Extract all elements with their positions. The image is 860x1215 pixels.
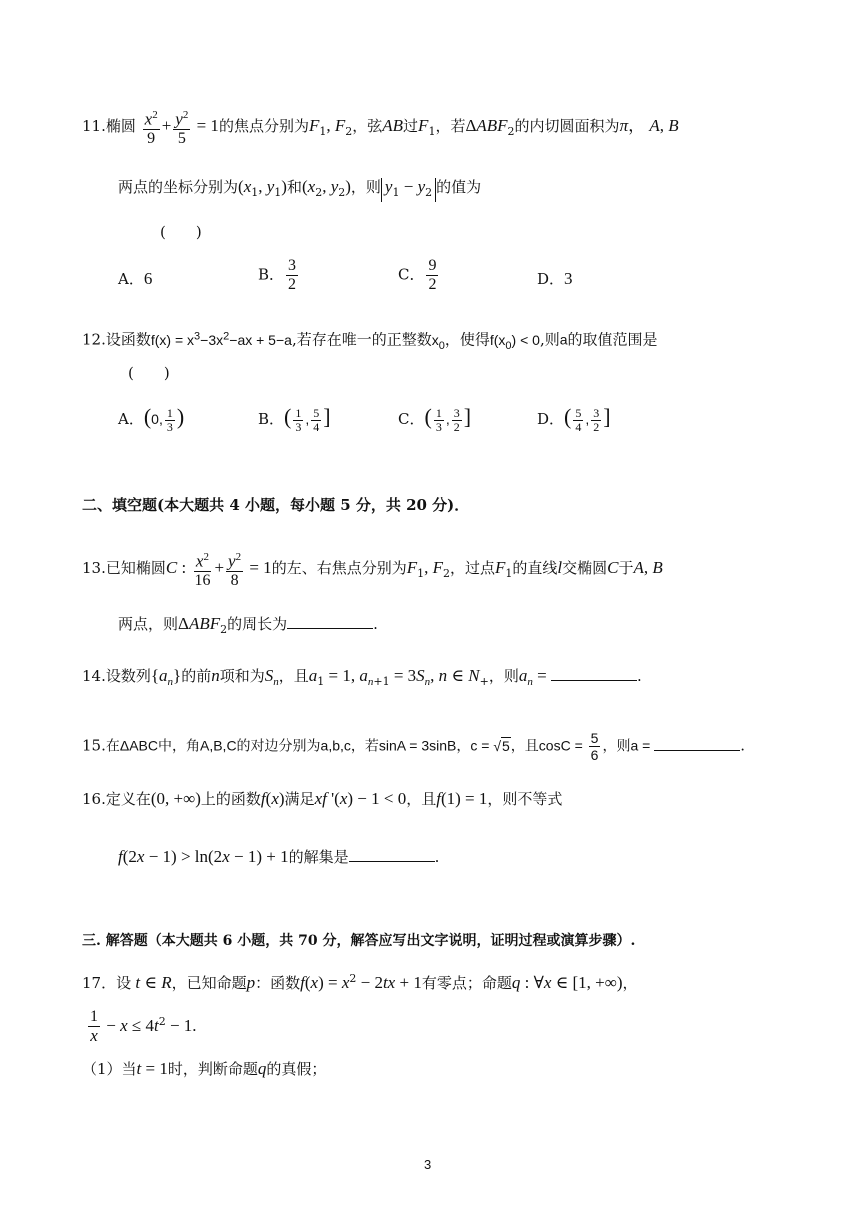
q12-text-4: ,则 [539, 330, 560, 349]
q13-text-3: ，过点 [449, 559, 495, 578]
q16-text-2: 上的函数 [200, 790, 261, 808]
q17-text-1: 设 [116, 974, 132, 992]
q16-line2: f(2x − 1) > ln(2x − 1) + 1的解集是 . [118, 847, 440, 866]
q16-text-6: 的解集是 [288, 848, 349, 866]
q12-option-a: A．(0, $\frac{1}{3}$ ) [118, 404, 185, 434]
q17-text-2: ，已知命题 [171, 974, 247, 992]
q11-line2: 两点的坐标分别为($x_1$, $y_1$)和($x_2$, $y_2$)，则 $y_1 - y_2$ 的值为 [118, 176, 481, 204]
q11-text-8: 和 [286, 178, 302, 196]
page-number: 3 [424, 1157, 432, 1172]
q16-line1: 16.定义在(0, +∞)上的函数f(x)满足xf '(x) − 1 < 0，且f(1) = 1，则不等式 [82, 789, 563, 808]
q17-sub1-text-1: （1）当 [82, 1060, 137, 1078]
q11-option-a [118, 268, 152, 290]
answer-blank[interactable] [654, 734, 740, 751]
q13-text-1: 已知椭圆 [105, 559, 166, 578]
option-label: A． [118, 410, 144, 428]
q17-line2: $\frac{1}{x}$ − $x \le 4t^2 - 1$. [90, 1008, 197, 1045]
q13-text-2: 的左、右焦点分别为 [271, 559, 407, 578]
sqrt-5: √5 [493, 737, 510, 754]
q11-text-9: ，则 [350, 178, 381, 196]
q15-text-3: ，则a = [602, 737, 655, 754]
answer-blank[interactable] [349, 845, 435, 862]
q13-line2: 两点，则$\Delta ABF_2$的周长为 . [118, 614, 378, 636]
q11-line1: 11.椭圆 $\frac{x^2}{9}$ + $\frac{y^2}{5}$ = 1的焦点分别为$F_1$, $F_2$，弦AB过$F_1$，若$\Delta ABF_2$的内切圆面积为π， A, B [82, 106, 679, 148]
q14-number: 14. [82, 667, 106, 685]
q12-text-1: 设函数 [105, 330, 151, 349]
q11-text-1: 椭圆 [105, 117, 136, 136]
q17-line1: 17．设 t ∈ R，已知命题p：函数$f(x) = x^2 - 2tx + 1$有零点；命题q : ∀x ∈ [1, +∞)， [82, 972, 638, 992]
q12-option-b: B．( $\frac{1}{3}$ , $\frac{5}{4}$ ] [258, 404, 331, 434]
option-label: D． [537, 410, 565, 428]
period: . [740, 736, 745, 755]
q12-option-c: C．( $\frac{1}{3}$ , $\frac{3}{2}$ ] [398, 404, 472, 434]
q12-paren: ( ) [128, 364, 170, 382]
q13-text-7: 两点，则 [118, 615, 179, 633]
ellipse-frac-y: $\frac{y^2}{5}$ [173, 106, 190, 148]
option-frac: $\frac{9}{2}$ [428, 257, 437, 293]
q11-option-d [537, 268, 573, 290]
q15-number: 15. [82, 736, 106, 755]
q11-text-3: ，弦 [352, 117, 383, 136]
option-label: A． [118, 270, 144, 288]
q16-text-3: 满足 [284, 790, 315, 808]
q11-option-b [258, 257, 300, 294]
period: . [434, 848, 440, 866]
q16-text-5: ，则不等式 [487, 790, 563, 808]
q11-text-10: 的值为 [436, 178, 482, 196]
q17-sub1-text-2: 时，判断命题 [167, 1060, 258, 1078]
q17-text-4: 有零点；命题 [421, 974, 512, 992]
period: . [636, 667, 642, 685]
answer-blank[interactable] [287, 612, 373, 629]
option-label: C． [398, 265, 425, 284]
q15-line [82, 730, 745, 763]
option-label: B． [258, 410, 285, 428]
frac-5-6: $\frac{5}{6}$ [590, 730, 599, 763]
q14-text-5: ，则 [488, 667, 519, 685]
q12-text-2: ,若存在唯一的正整数 [291, 330, 432, 349]
q13-text-4: 的直线 [512, 559, 558, 578]
q11-text-2: 的焦点分别为 [218, 117, 309, 136]
option-label: D． [537, 270, 565, 288]
ellipse-frac-x: $\frac{x^2}{9}$ [143, 106, 160, 148]
q17-sub1-text-3: 的真假； [266, 1060, 327, 1078]
q17-text-5: ， [622, 974, 638, 992]
q13-line1: 13.已知椭圆C : $\frac{x^2}{16}$ + $\frac{y^2}{8}$ = 1的左、右焦点分别为$F_1$, $F_2$，过点$F_1$的直线l交椭圆C于A, B [82, 548, 663, 590]
q11-paren: ( ) [160, 223, 202, 241]
q11-text-5: ，若 [435, 117, 466, 136]
option-value: 3 [564, 269, 573, 288]
q17-number: 17． [82, 974, 117, 992]
q14-line: 14.设数列$\{a_n\}$的前n项和为$S_n$，且$a_1 = 1$, $a_{n+1} = 3S_n$, n ∈ $N_+$，则$a_n$ = . [82, 666, 642, 688]
q15-text-1: 在ΔABC中，角A,B,C的对边分别为a,b,c，若sinA = 3sinB，c = [105, 737, 494, 754]
q12-text-5: 的取值范围是 [567, 330, 658, 349]
q12-text-3: ，使得 [444, 330, 490, 349]
q12-line1: 12.设函数$f(x) = x^3-3x^2-ax + 5-a$,若存在唯一的正整数$x_0$，使得$f(x_0) < 0$,则a的取值范围是 [82, 330, 658, 352]
q14-text-1: 设数列 [105, 667, 151, 685]
option-frac: $\frac{3}{2}$ [288, 257, 297, 293]
option-label: C． [398, 410, 425, 428]
section-3-heading: 三. 解答题（本大题共 6 小题，共 70 分，解答应写出文字说明，证明过程或演算步骤）. [82, 933, 636, 949]
q12-option-d: D．( $\frac{5}{4}$ , $\frac{3}{2}$ ] [537, 404, 611, 434]
q14-text-2: 的前 [181, 667, 212, 685]
option-value: 6 [143, 269, 153, 288]
option-label: B． [258, 265, 285, 284]
q13-text-5: 交椭圆 [562, 559, 608, 578]
q17-text-3: ：函数 [255, 974, 301, 992]
q13-text-8: 的周长为 [227, 615, 288, 633]
frac-1-x: $\frac{1}{x}$ [90, 1008, 98, 1045]
q11-text-6: 的内切圆面积为 [514, 117, 620, 136]
answer-blank[interactable] [551, 664, 637, 681]
q16-text-4: ，且 [406, 790, 437, 808]
q11-option-c [398, 257, 440, 294]
q16-number: 16. [82, 790, 106, 808]
q14-text-4: ，且 [278, 667, 309, 685]
q13-number: 13. [82, 559, 106, 578]
abs-value: $y_1 - y_2$ [381, 178, 436, 202]
q14-text-3: 项和为 [219, 667, 265, 685]
period: . [373, 615, 378, 633]
q11-text-4: 过 [403, 117, 419, 136]
section-2-heading: 二、填空题(本大题共 4 小题，每小题 5 分，共 20 分)． [82, 496, 470, 514]
q17-sub1: （1）当t = 1时，判断命题q的真假； [82, 1059, 327, 1078]
q11-number: 11. [82, 117, 106, 136]
q16-text-1: 定义在 [105, 790, 151, 808]
q12-number: 12. [82, 330, 106, 349]
q15-text-2: ，且cosC = [510, 737, 587, 754]
q13-text-6: 于 [618, 559, 634, 578]
q11-text-7: 两点的坐标分别为 [118, 178, 239, 196]
